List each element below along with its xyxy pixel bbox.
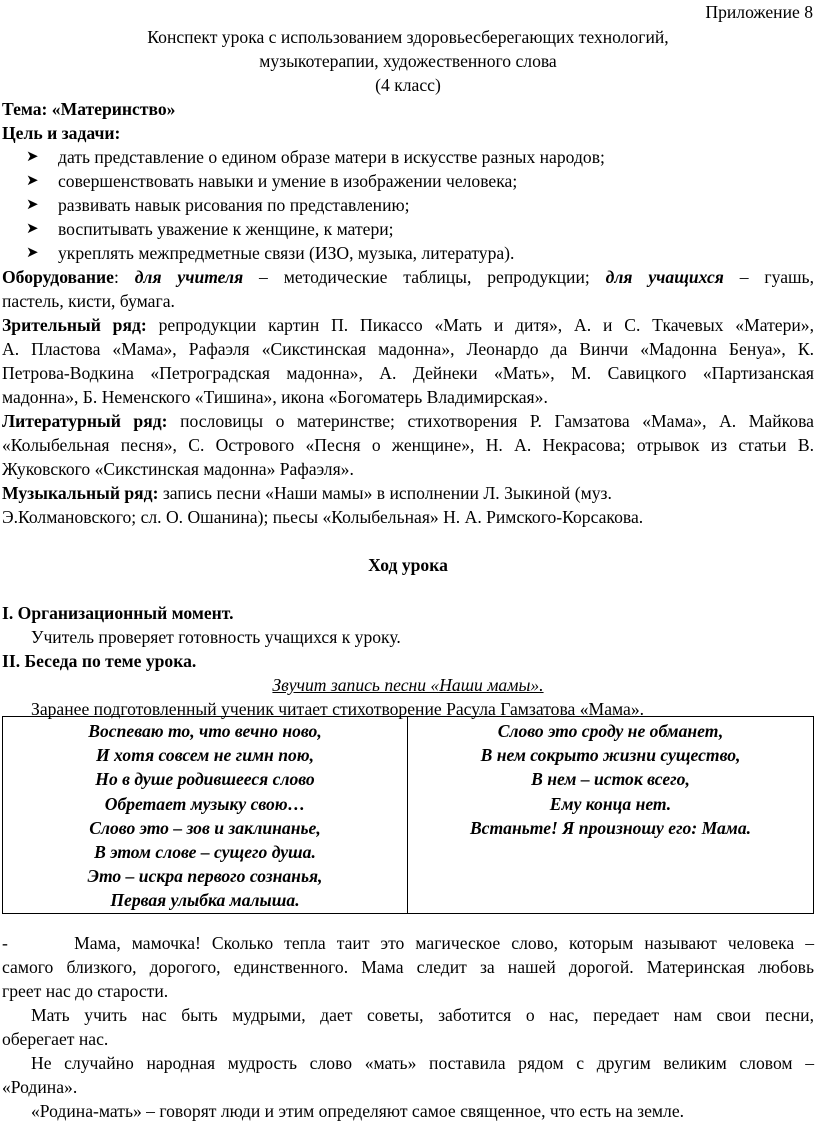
list-item: совершенствовать навыки и умение в изображении человека; (58, 171, 518, 191)
visual-line-2: А. Пластова «Мама», Рафаэля «Сикстинская мадонна», Леонардо да Винчи «Мадонна Бенуа», К. (2, 339, 814, 359)
lesson-heading (0, 557, 816, 575)
poem-line: Воспеваю то, что вечно ново, (88, 721, 322, 741)
poem-line: Но в душе родившееся слово (95, 769, 315, 790)
para-3-line-1: Не случайно народная мудрость слово «мать» поставила рядом с другим великим словом – (31, 1053, 814, 1073)
para-1-text: Мама, мамочка! Сколько тепла таит это магическое слово, которым называют человека – (74, 933, 815, 953)
literary-text: пословицы о материнстве; стихотворения Р. Гамзатова «Мама», А. Майкова (180, 411, 814, 431)
poem-line: В этом слове – сущего душа. (94, 842, 316, 863)
poem-line: Встаньте! Я произношу его: Мама. (469, 817, 752, 838)
equipment-students-items: – гуашь, (739, 267, 814, 287)
poem-line: В нем сокрыто жизни существо, (480, 745, 741, 766)
section-2-heading-text: II. Беседа по теме урока. (2, 651, 197, 671)
poem-line: Слово это сроду не обманет, (497, 721, 724, 741)
music-line-1 (2, 485, 612, 503)
music-text: запись песни «Наши мамы» в исполнении Л. Зыкиной (муз. (162, 483, 612, 503)
section-1-text: Учитель проверяет готовность учащихся к уроку. (31, 627, 401, 647)
poem-line: В нем – исток всего, (531, 769, 690, 790)
poem-line: И хотя совсем не гимн пою, (95, 745, 315, 766)
title-grade: (4 класс) (375, 75, 441, 95)
arrow-bullet-icon: ➤ (26, 221, 39, 237)
song-note (0, 677, 816, 695)
poem-line: Первая улыбка малыша. (110, 890, 300, 911)
literary-line-2: «Колыбельная песня», С. Острового «Песня о женщине», Н. А. Некрасова; отрывок из статьи В. (2, 435, 814, 455)
equipment-line-1 (2, 269, 814, 287)
topic (2, 101, 175, 119)
para-2-line-2: оберегает нас. (2, 1029, 109, 1049)
literary-line-3: Жуковского «Сикстинская мадонна» Рафаэля». (2, 459, 354, 479)
list-item: развивать навык рисования по представлению; (58, 195, 410, 215)
equipment-line-2: пастель, кисти, бумага. (2, 291, 175, 311)
poem-left-column (3, 717, 408, 914)
equipment-label: Оборудование (2, 267, 114, 287)
para-3-line-2: «Родина». (2, 1077, 78, 1097)
equipment-colon: : (113, 267, 119, 287)
visual-line-3: Петрова-Водкина «Петроградская мадонна», А. Дейнеки «Мать», М. Савицкого «Партизанская (2, 363, 814, 383)
para-2-line-1: Мать учить нас быть мудрыми, дает советы, заботится о нас, передает нам свои песни, (31, 1005, 814, 1025)
para-1-line-3: греет нас до старости. (2, 981, 169, 1001)
title-line-2: музыкотерапии, художественного слова (259, 51, 557, 71)
literary-line-1 (2, 413, 814, 431)
literary-label: Литературный ряд: (2, 411, 168, 431)
para-1-dash: - (2, 933, 8, 953)
topic-text: Тема: «Материнство» (2, 99, 176, 119)
equipment-teacher-label: для учителя (134, 267, 244, 287)
poem-line: Ему конца нет. (549, 793, 672, 814)
song-note-text: Звучит запись песни «Наши мамы». (272, 675, 544, 695)
poem-right-column (408, 717, 814, 914)
list-item: укреплять межпредметные связи (ИЗО, музыка, литература). (58, 243, 515, 263)
poem-line: Слово это – зов и заклинанье, (89, 817, 321, 838)
visual-label: Зрительный ряд: (2, 315, 147, 335)
section-2-heading (2, 653, 196, 671)
arrow-bullet-icon: ➤ (26, 173, 39, 189)
arrow-bullet-icon: ➤ (26, 149, 39, 165)
arrow-bullet-icon: ➤ (26, 197, 39, 213)
equipment-teacher-items: – методические таблицы, репродукции; (259, 267, 590, 287)
poem-line: Это – искра первого сознанья, (87, 866, 323, 887)
visual-text: репродукции картин П. Пикассо «Мать и дитя», А. и С. Ткачевых «Матери», (158, 315, 814, 335)
lesson-heading-text: Ход урока (368, 555, 448, 575)
list-item: воспитывать уважение к женщине, к матери; (58, 219, 394, 239)
music-line-2: Э.Колмановского; сл. О. Ошанина); пьесы «Колыбельная» Н. А. Римского-Корсакова. (2, 507, 644, 527)
title-line-1: Конспект урока с использованием здоровьесберегающих технологий, (147, 27, 669, 47)
section-2-text: Заранее подготовленный ученик читает стихотворение Расула Гамзатова «Мама». (31, 699, 645, 719)
para-4-line-1: «Родина-мать» – говорят люди и этим определяют самое священное, что есть на земле. (31, 1101, 685, 1121)
poem-table (2, 716, 814, 914)
music-label: Музыкальный ряд: (2, 483, 159, 503)
para-1-line-1 (2, 935, 814, 953)
visual-line-1 (2, 317, 814, 335)
equipment-students-label: для учащихся (605, 267, 724, 287)
para-1-line-2: самого близкого, дорогого, единственного. Мама следит за нашей дорогой. Материнская любовь (2, 957, 814, 977)
goals-heading (2, 125, 120, 143)
visual-line-4: мадонна», Б. Неменского «Тишина», икона «Богоматерь Владимирская». (2, 387, 548, 407)
poem-line: Обретает музыку свою… (104, 793, 306, 814)
section-1-heading-text: I. Организационный момент. (2, 603, 234, 623)
appendix-label: Приложение 8 (705, 2, 813, 22)
goals-heading-text: Цель и задачи: (2, 123, 121, 143)
list-item: дать представление о едином образе матери в искусстве разных народов; (58, 147, 605, 167)
section-1-heading (2, 605, 234, 623)
arrow-bullet-icon: ➤ (26, 245, 39, 261)
